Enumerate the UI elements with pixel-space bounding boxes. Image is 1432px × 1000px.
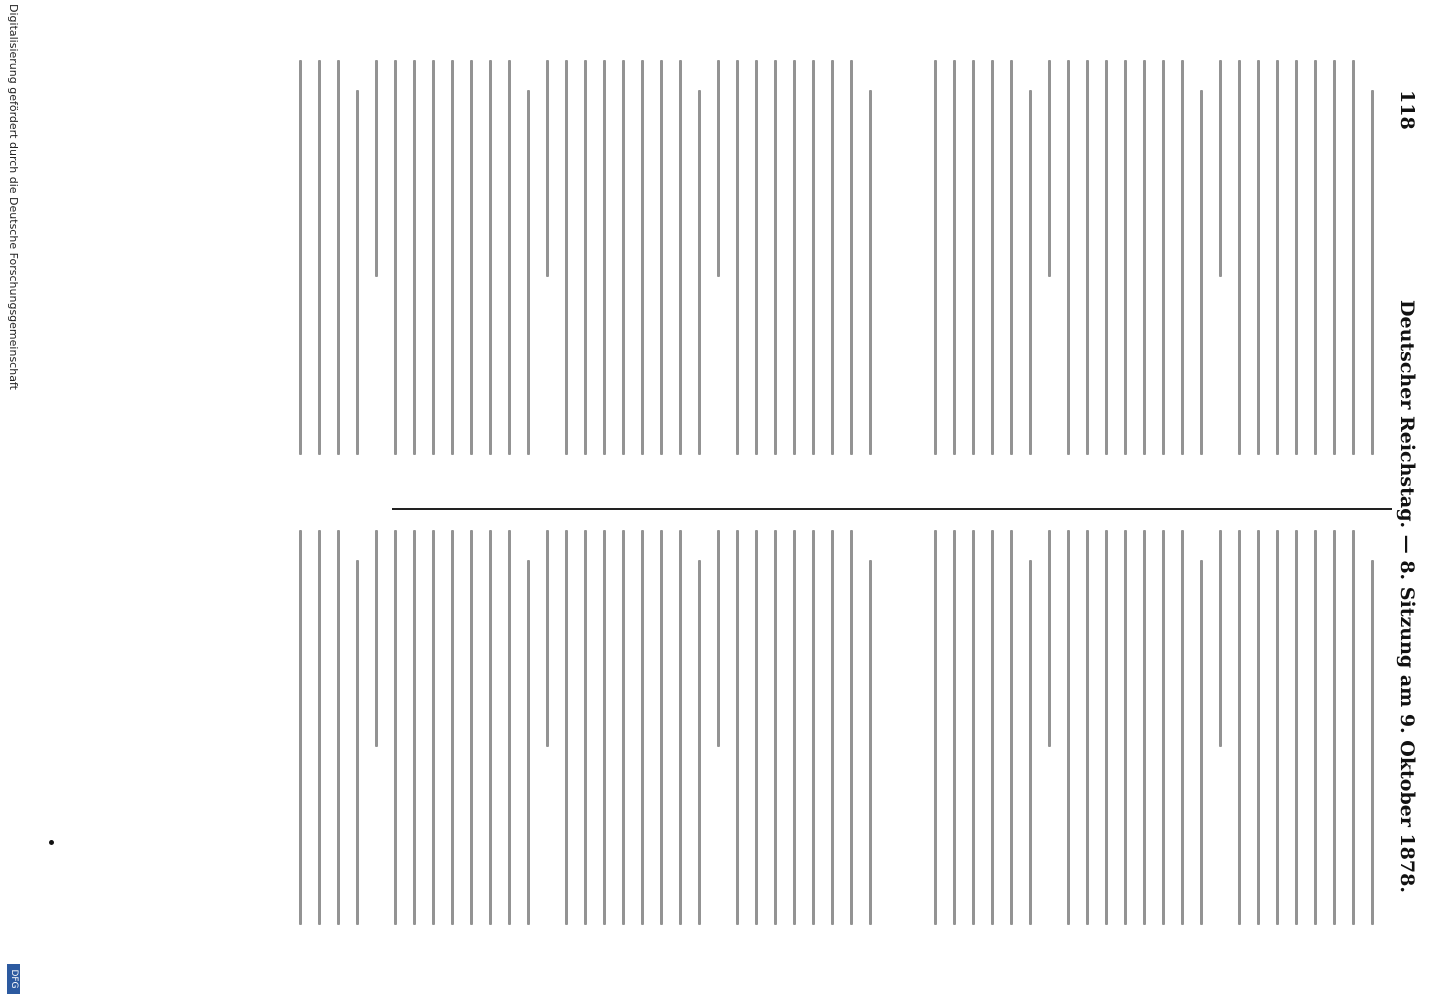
text-line xyxy=(1200,90,1203,455)
text-line xyxy=(736,60,739,455)
text-line xyxy=(1238,530,1241,925)
text-line xyxy=(356,90,359,455)
text-line xyxy=(1048,530,1051,747)
text-line xyxy=(356,560,359,925)
text-line xyxy=(679,530,682,925)
text-line xyxy=(337,60,340,455)
text-line xyxy=(451,60,454,455)
text-line xyxy=(584,530,587,925)
text-line xyxy=(660,530,663,925)
text-line xyxy=(831,60,834,455)
text-line xyxy=(1314,60,1317,455)
text-line xyxy=(1086,530,1089,925)
column-divider xyxy=(392,508,1392,510)
text-line xyxy=(793,530,796,925)
page-header xyxy=(1388,40,1418,960)
text-line xyxy=(1010,530,1013,925)
text-line xyxy=(1238,60,1241,455)
text-line xyxy=(1333,60,1336,455)
text-line xyxy=(1105,530,1108,925)
text-line xyxy=(299,530,302,925)
text-line xyxy=(527,90,530,455)
text-line xyxy=(508,60,511,455)
text-line xyxy=(641,530,644,925)
text-line xyxy=(1143,60,1146,455)
text-line xyxy=(934,60,937,455)
text-line xyxy=(584,60,587,455)
text-line xyxy=(934,530,937,925)
text-line xyxy=(1181,530,1184,925)
text-line xyxy=(1371,90,1374,455)
text-line xyxy=(603,60,606,455)
text-line xyxy=(1200,560,1203,925)
text-line xyxy=(755,530,758,925)
text-line xyxy=(318,60,321,455)
text-line xyxy=(869,90,872,455)
text-line xyxy=(1067,530,1070,925)
text-line xyxy=(850,60,853,455)
text-line xyxy=(793,60,796,455)
text-line xyxy=(375,530,378,747)
text-line xyxy=(508,530,511,925)
text-line xyxy=(736,530,739,925)
text-line xyxy=(1162,530,1165,925)
text-line xyxy=(413,530,416,925)
text-line xyxy=(318,530,321,925)
text-column-left-lower xyxy=(272,60,872,455)
text-line xyxy=(1219,530,1222,747)
text-line xyxy=(565,60,568,455)
text-line xyxy=(755,60,758,455)
text-line xyxy=(972,530,975,925)
text-line xyxy=(660,60,663,455)
text-line xyxy=(527,560,530,925)
text-line xyxy=(991,530,994,925)
text-column-left-upper xyxy=(904,60,1374,455)
text-line xyxy=(812,60,815,455)
text-line xyxy=(394,60,397,455)
text-line xyxy=(1333,530,1336,925)
text-line xyxy=(831,530,834,925)
text-line xyxy=(679,60,682,455)
text-line xyxy=(413,60,416,455)
text-line xyxy=(1219,60,1222,277)
text-line xyxy=(972,60,975,455)
text-line xyxy=(622,60,625,455)
text-line xyxy=(546,60,549,277)
text-line xyxy=(1048,60,1051,277)
text-line xyxy=(489,60,492,455)
text-column-right-lower xyxy=(272,530,872,925)
text-line xyxy=(1352,60,1355,455)
text-line xyxy=(641,60,644,455)
text-line xyxy=(991,60,994,455)
text-line xyxy=(953,530,956,925)
text-line xyxy=(470,530,473,925)
text-line xyxy=(603,530,606,925)
text-line xyxy=(774,530,777,925)
text-line xyxy=(698,90,701,455)
text-line xyxy=(1086,60,1089,455)
text-line xyxy=(1105,60,1108,455)
text-line xyxy=(717,60,720,277)
text-line xyxy=(394,530,397,925)
text-line xyxy=(850,530,853,925)
text-line xyxy=(1295,60,1298,455)
text-line xyxy=(1029,560,1032,925)
text-line xyxy=(1371,560,1374,925)
text-line xyxy=(1067,60,1070,455)
dfg-logo: DFG xyxy=(7,964,20,994)
text-line xyxy=(565,530,568,925)
text-line xyxy=(1010,60,1013,455)
text-line xyxy=(869,560,872,925)
text-line xyxy=(489,530,492,925)
text-line xyxy=(1143,530,1146,925)
text-line xyxy=(1276,530,1279,925)
text-line xyxy=(299,60,302,455)
text-line xyxy=(1124,530,1127,925)
text-line xyxy=(953,60,956,455)
text-line xyxy=(337,530,340,925)
text-line xyxy=(1295,530,1298,925)
text-line xyxy=(375,60,378,277)
text-line xyxy=(717,530,720,747)
text-line xyxy=(622,530,625,925)
text-line xyxy=(1029,90,1032,455)
text-line xyxy=(698,560,701,925)
text-line xyxy=(1257,530,1260,925)
text-line xyxy=(1181,60,1184,455)
page-footer xyxy=(2,0,20,1000)
text-line xyxy=(470,60,473,455)
text-line xyxy=(1162,60,1165,455)
running-head: Deutscher Reichstag. — 8. Sitzung am 9. Oktober 1878. xyxy=(1396,300,1418,893)
text-line xyxy=(1276,60,1279,455)
text-line xyxy=(451,530,454,925)
text-line xyxy=(812,530,815,925)
digitization-credit: Digitalisierung gefördert durch die Deutsche Forschungsgemeinschaft xyxy=(7,4,20,390)
text-column-right-upper xyxy=(904,530,1374,925)
text-line xyxy=(432,60,435,455)
text-line xyxy=(1314,530,1317,925)
page-number: 118 xyxy=(1396,90,1418,130)
text-line xyxy=(774,60,777,455)
ink-dot xyxy=(49,840,54,845)
text-line xyxy=(1124,60,1127,455)
text-line xyxy=(1257,60,1260,455)
text-line xyxy=(546,530,549,747)
text-line xyxy=(432,530,435,925)
text-line xyxy=(1352,530,1355,925)
